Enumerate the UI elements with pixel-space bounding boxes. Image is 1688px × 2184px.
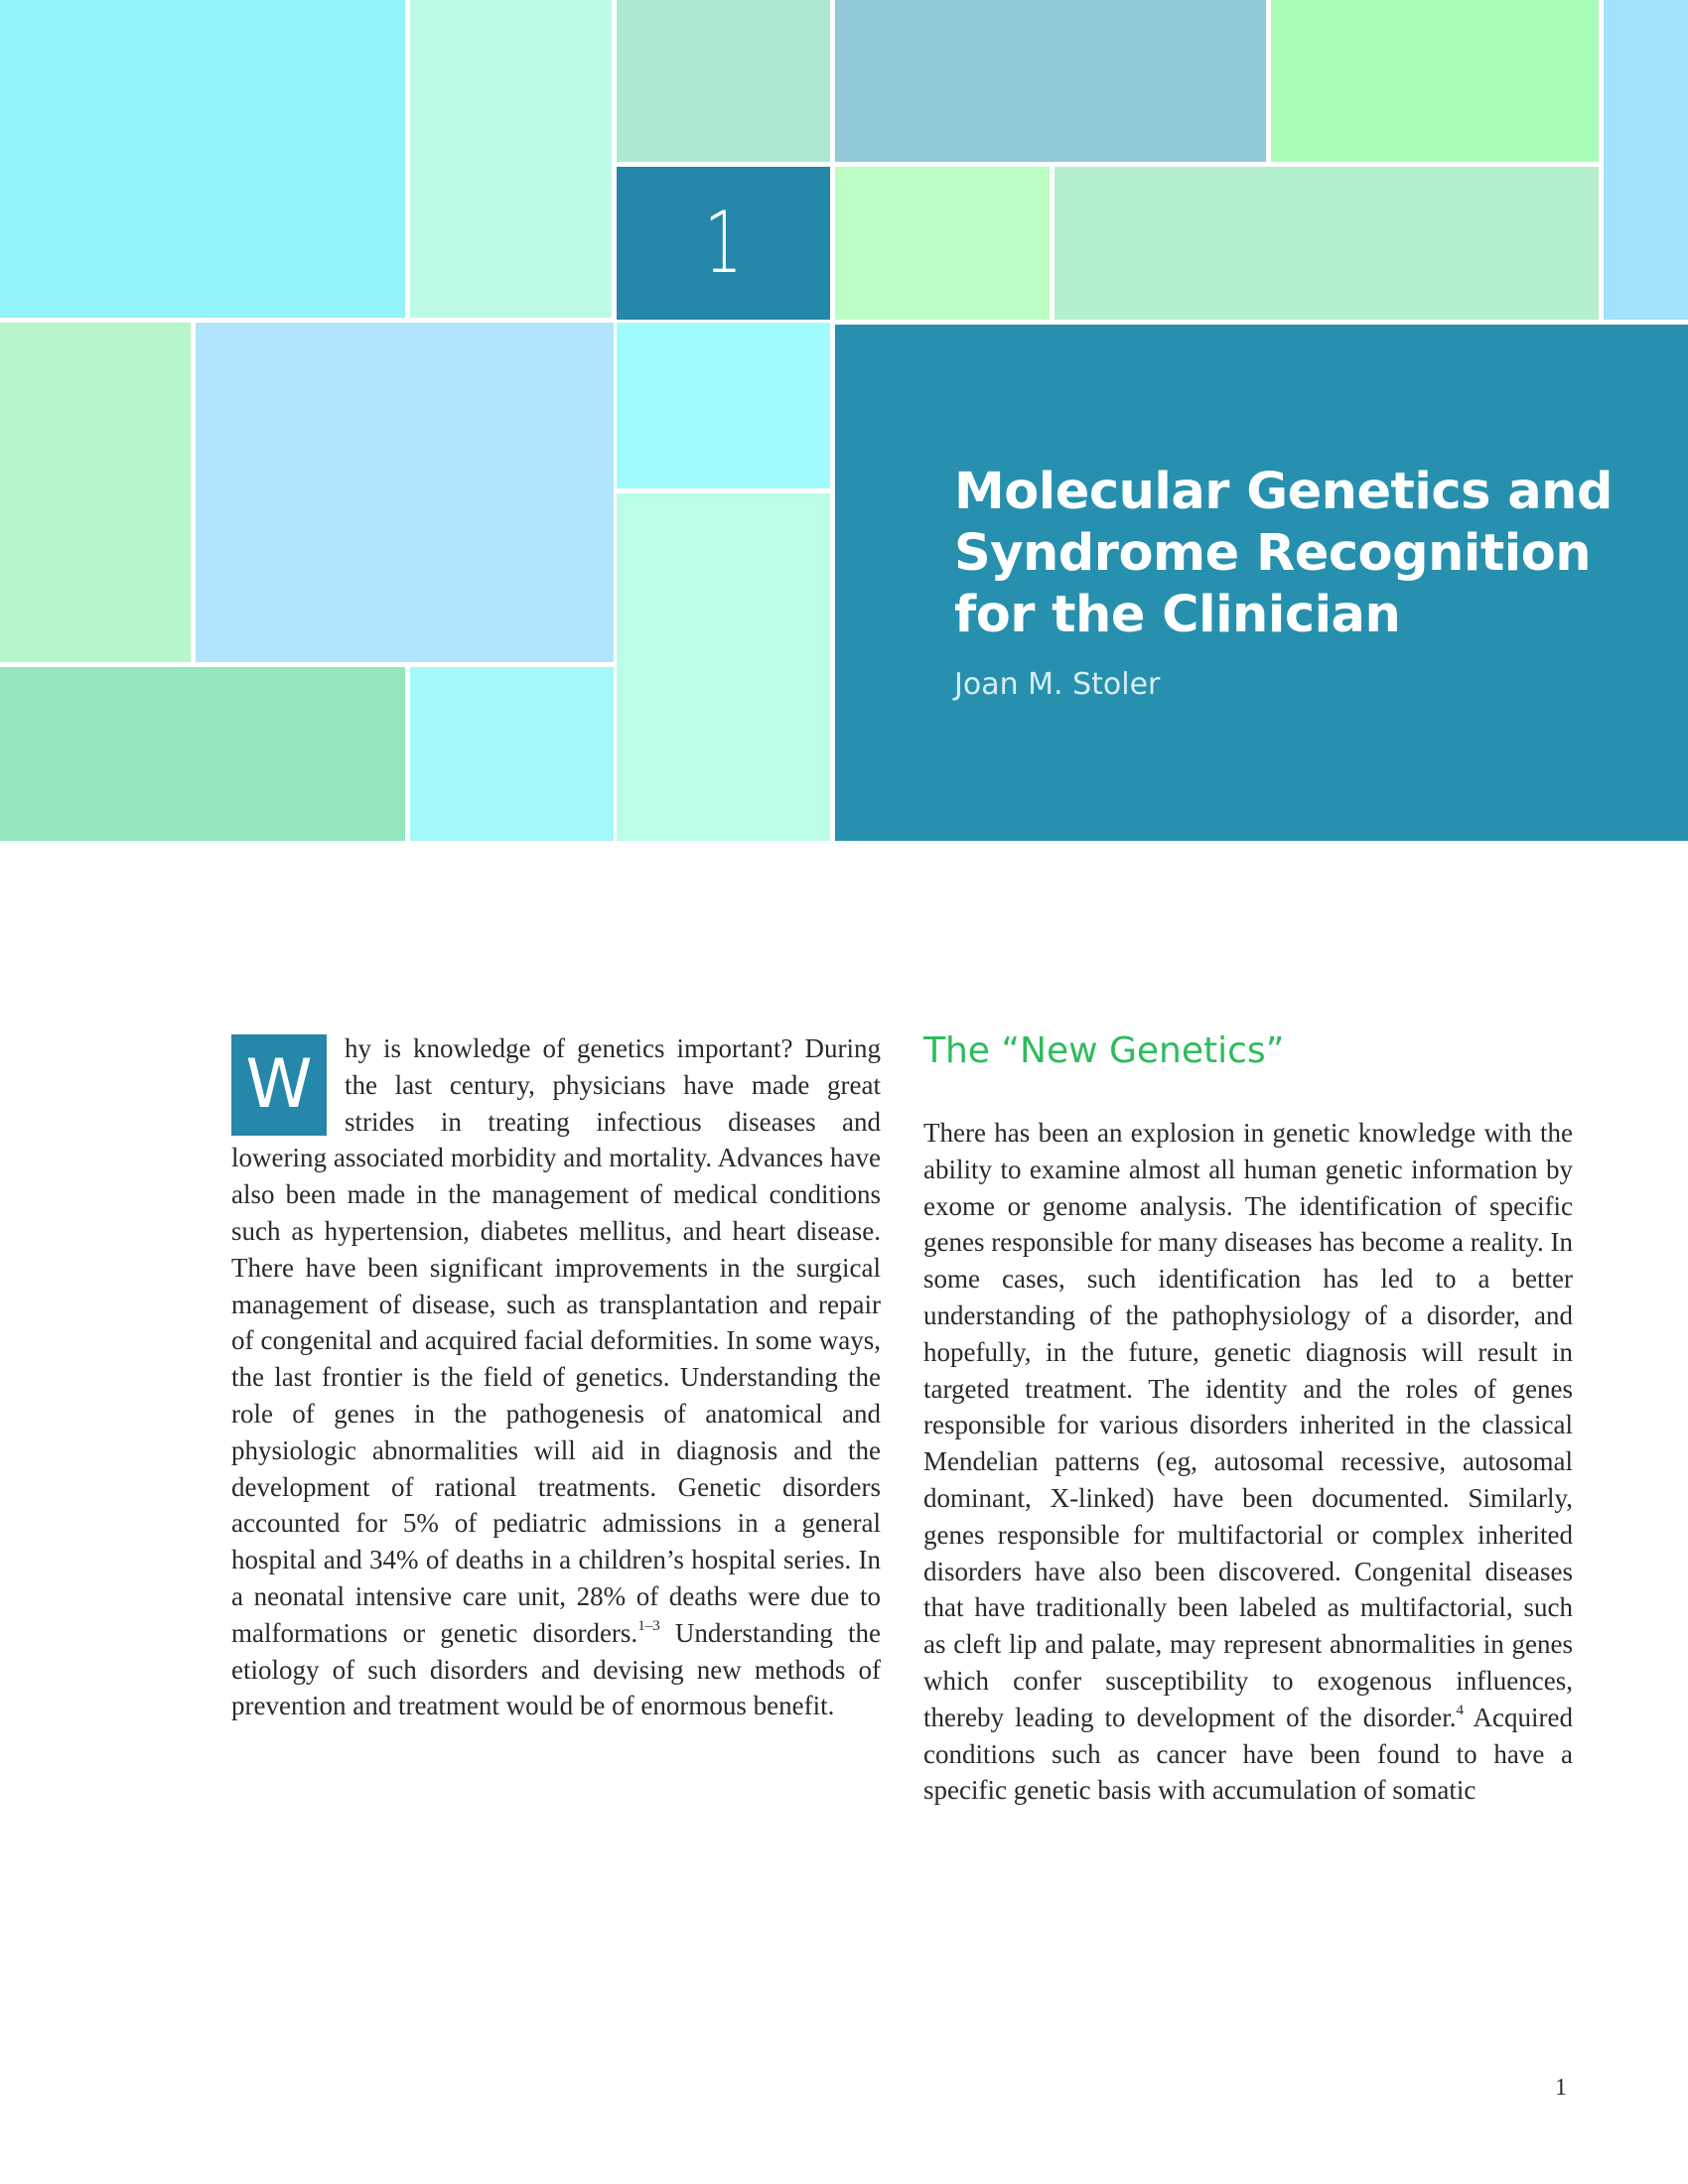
section-text: There has been an explosion in genetic knowledge with the ability to examine almost all human genetic information by exome or genome analysis. The identification of specific genes responsible for many diseases has become a reality. In some cases, such identification has led to a better understanding of the pathophysiology of a disorder, and hopefully, in the future, genetic diagnosis will result in targeted treatment. The identity and the roles of genes responsible for various disorders inherited in the classical Mendelian patterns (eg, autosomal recessive, autosomal dominant, X-linked) have been documented. Similarly, genes responsible for multifactorial or complex inherited disorders have also been discovered. Congenital diseases that have traditionally been labeled as multifactorial, such as cleft lip and palate, may represent abnormalities in genes which confer susceptibility to exogenous influences, thereby leading to development of the disorder.	[923, 1118, 1573, 1732]
mosaic-tile	[1604, 0, 1688, 320]
mosaic-tile	[410, 0, 612, 318]
mosaic-tile	[0, 323, 191, 662]
mosaic-tile	[835, 167, 1050, 320]
mosaic-tile	[0, 667, 405, 841]
chapter-number: 1	[704, 194, 743, 293]
author-name: Joan M. Stoler	[954, 667, 1161, 702]
mosaic-tile	[617, 323, 830, 488]
chapter-number-box	[617, 167, 830, 320]
section-column	[923, 1027, 1573, 1809]
chapter-title: Molecular Genetics and Syndrome Recognition for the Clinician	[954, 463, 1613, 644]
intro-text-continued: Understanding the etiology of such disorders and devising new methods of prevention and treatment would be of enormous benefit.	[231, 1617, 881, 1721]
citation-ref: 1–3	[637, 1617, 660, 1634]
page-number: 1	[1555, 2075, 1567, 2101]
mosaic-tile	[0, 0, 405, 318]
intro-column	[231, 1030, 881, 1724]
mosaic-tile	[410, 667, 614, 841]
mosaic-tile	[835, 0, 1266, 162]
mosaic-tile	[1055, 167, 1599, 320]
section-body	[923, 1115, 1573, 1809]
section-heading: The “New Genetics”	[923, 1030, 1285, 1071]
drop-cap: W	[231, 1034, 327, 1136]
mosaic-tile	[1271, 0, 1599, 162]
intro-text: hy is knowledge of genetics important? During the last century, physicians have made great strides in treating infectious diseases and lowering associated morbidity and mortality. Advances have also been made in the management of medical conditions such as hypertension, diabetes mellitus, and heart disease. There have been significant improvements in the surgical management of disease, such as transplantation and repair of congenital and acquired facial deformities. In some ways, the last frontier is the field of genetics. Understanding the role of genes in the pathogenesis of anatomical and physiologic abnormalities will aid in diagnosis and the development of rational treatments. Genetic disorders accounted for 5% of pediatric admissions in a general hospital and 34% of deaths in a children’s hospital series. In a neonatal intensive care unit, 28% of deaths were due to malformations or genetic disorders.	[231, 1033, 881, 1648]
mosaic-tile	[617, 493, 830, 841]
citation-ref: 4	[1456, 1702, 1464, 1718]
title-panel	[835, 325, 1688, 841]
mosaic-tile	[196, 323, 614, 662]
section-text-continued: Acquired conditions such as cancer have been found to have a specific genetic basis with accumulation of somatic	[923, 1702, 1573, 1806]
mosaic-tile	[617, 0, 830, 162]
